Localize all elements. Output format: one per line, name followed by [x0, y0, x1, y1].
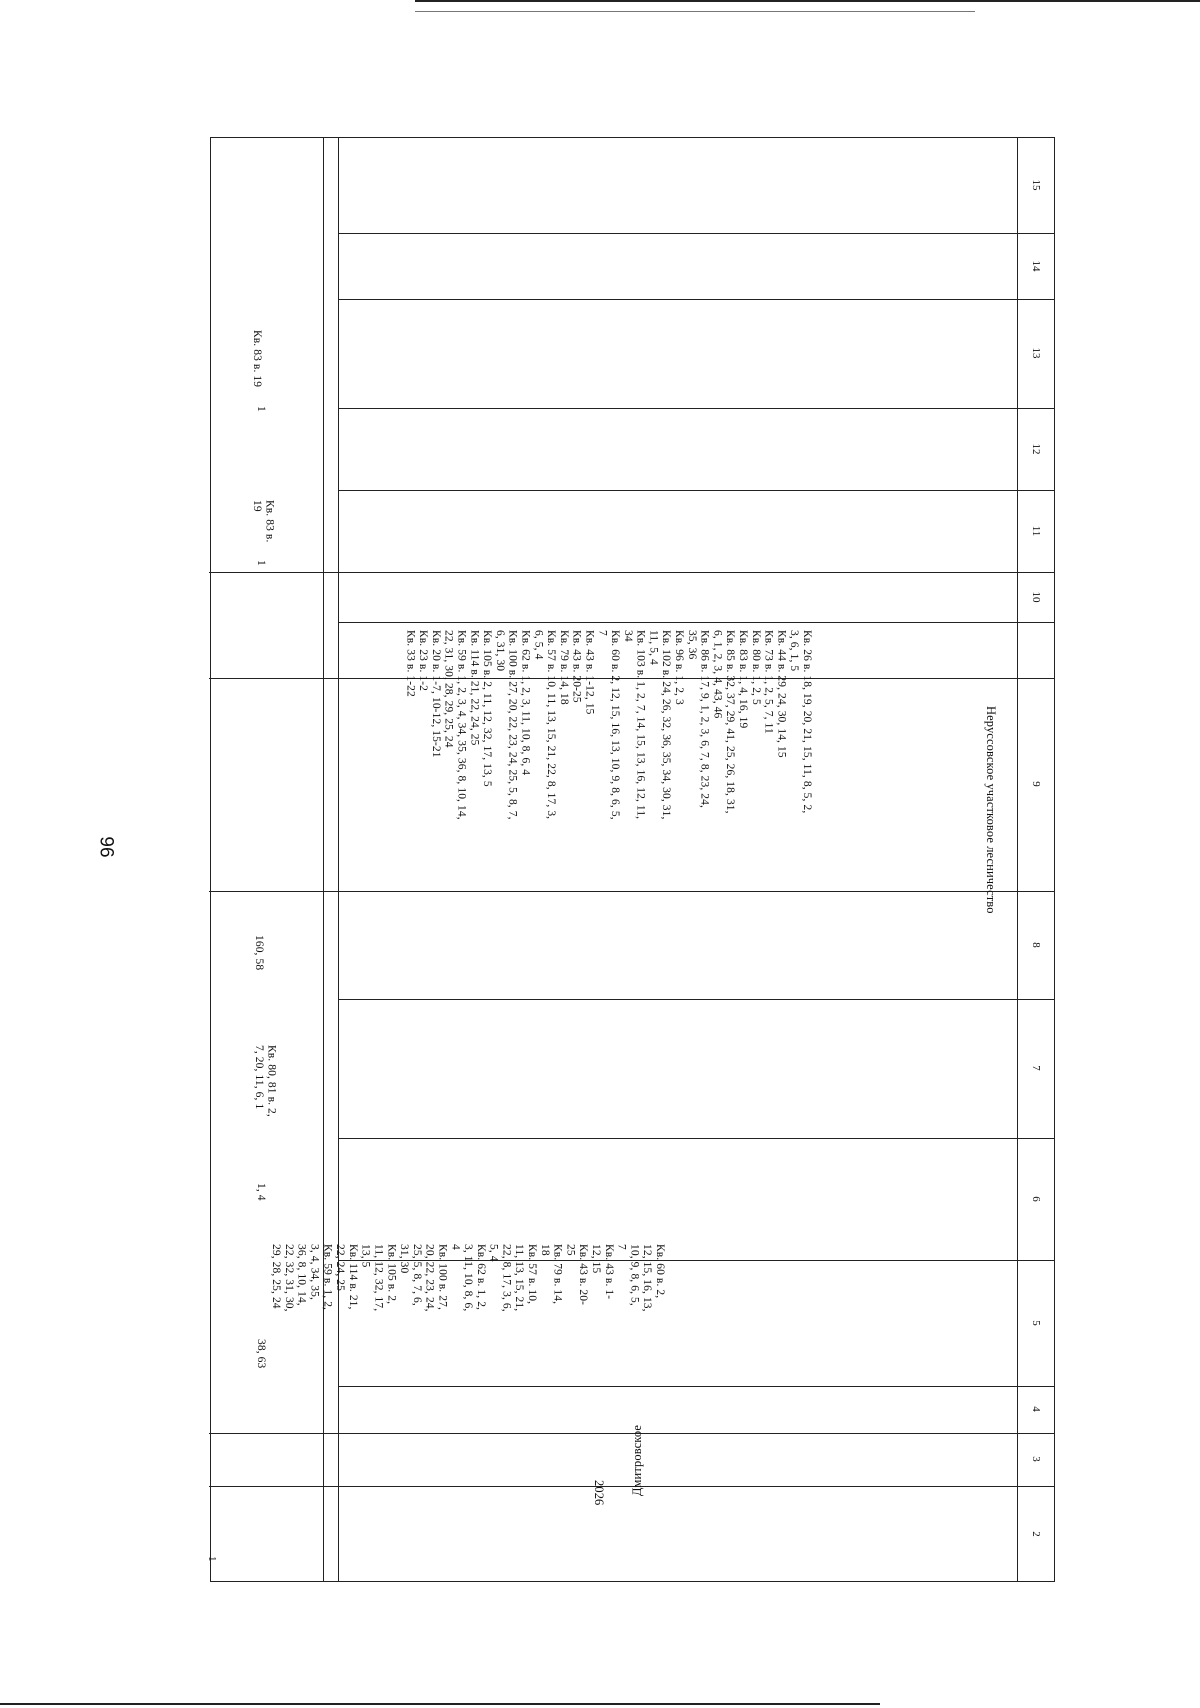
- cell-col4: 38, 63: [254, 1339, 267, 1369]
- col-sep-10: [339, 1138, 1054, 1139]
- scan-edge-top: [415, 0, 1200, 2]
- cell-col13: Кв. 83 в. 19: [250, 330, 263, 388]
- col-sep-12: [339, 1386, 1054, 1387]
- col-sep-8: [339, 891, 1054, 892]
- cell-col10: 1: [254, 560, 267, 566]
- cell-col11: Кв. 83 в. 19: [250, 500, 276, 543]
- footer-col-sep-e: [209, 891, 339, 892]
- header-col-3: 3: [1030, 1456, 1042, 1462]
- page-number: 96: [95, 836, 117, 858]
- cell-col7: Кв. 80, 81 в. 2, 7, 20, 11, 6, 1: [252, 1045, 278, 1117]
- col-sep-6: [339, 622, 1054, 623]
- header-col-7: 7: [1030, 1065, 1042, 1071]
- footer-col-sep-d: [209, 572, 339, 573]
- header-col-6: 6: [1030, 1196, 1042, 1202]
- header-col-4: 4: [1030, 1406, 1042, 1412]
- footer-forestry-label: Неруссовское участковое лесничество: [983, 706, 998, 914]
- header-col-1-label: 1: [205, 1556, 218, 1562]
- footer-row-separator-b: [323, 138, 324, 1581]
- col-sep-4: [339, 490, 1054, 491]
- header-col-8: 8: [1030, 942, 1042, 948]
- cell-col9: Кв. 26 в. 18, 19, 20, 21, 15, 11, 8, 5, 2, 3, 6, 1, 5 Кв. 44 в. 29, 24, 30, 14, 15 Кв. 73 в. 1, 2, 5, 7, 11 Кв. 80 в. 1, 2, 5 Кв. 83 в. 1, 4, 16, 19 Кв. 85 в. 32, 37, 29, 41, 25, 26, 18, 31, 6, 1, 2, 3, 4, 43, 46 Кв. 86 в. 17, 9, 1, 2, 3, 6, 7, 8, 23, 24, 35, 36 Кв. 96 в. 1, 2, 3 Кв. 102 в. 24, 26, 32, 36, 35, 34, 30, 31, 11, 5, 4 Кв. 103 в. 1, 2, 7, 14, 15, 13, 16, 12, 11, 34 Кв. 60 в. 2, 12, 15, 16, 13, 10, 9, 8, 6, 5, 7 Кв. 43 в. 1-12, 15 Кв. 43 в. 20-25 Кв. 79 в. 14, 18 Кв. 57 в. 10, 11, 13, 15, 21, 22, 8, 17, 3, 6, 5, 4 Кв. 62 в. 1, 2, 3, 11, 10, 8, 6, 4 Кв. 100 в. 27, 20, 22, 23, 24, 25, 5, 8, 7, 6, 31, 30 Кв. 105 в. 2, 11, 12, 32, 17, 13, 5 Кв. 114 в. 21, 22, 24, 25 Кв. 59 в. 1, 2, 3, 4, 34, 35, 36, 8, 10, 14, 22, 31, 30, 28, 29, 25, 24 Кв. 20 в. 1-7, 10-12, 15-21 Кв. 23 в. 1-2 Кв. 33 в. 1-22: [404, 630, 813, 820]
- scan-edge-bottom: [0, 1703, 880, 1705]
- footer-col-sep-b: [209, 1433, 339, 1434]
- cell-col5: Кв. 60 в. 2, 12, 15, 16, 13, 10, 9, 8, 6, 5, 7 Кв. 43 в. 1- 12, 15 Кв. 43 в. 20- 25 Кв. 79 в. 14, 18 Кв. 57 в. 10, 11, 13, 15, 21, 22, 8, 17, 3, 6, 5, 4 Кв. 62 в. 1, 2, 3, 11, 10, 8, 6, 4 Кв. 100 в. 27, 20, 22, 23, 24, 25, 5, 8, 7, 6, 31, 30 Кв. 105 в. 2, 11, 12, 32, 17, 13, 5 Кв. 114 в. 21, 22, 24, 25 Кв. 59 в. 1, 2, 3, 4, 34, 35, 36, 8, 10, 14, 22, 32, 31, 30, 29, 28, 25, 24: [270, 1244, 666, 1312]
- cell-district: Дмитровское: [630, 1425, 644, 1497]
- header-col-5: 5: [1030, 1320, 1042, 1326]
- col-sep-9: [339, 999, 1054, 1000]
- scan-edge-top-thin: [415, 11, 975, 12]
- col-sep-2: [339, 299, 1054, 300]
- cell-col6: 1, 4: [254, 1183, 267, 1201]
- header-row-separator: [1017, 138, 1018, 1581]
- table-border: [210, 137, 1055, 1582]
- cell-col12: 1: [254, 406, 267, 412]
- col-sep-13: [339, 1433, 1054, 1434]
- header-col-13: 13: [1030, 347, 1042, 359]
- header-col-11: 11: [1030, 525, 1042, 537]
- header-col-9: 9: [1030, 781, 1042, 787]
- header-col-12: 12: [1030, 443, 1042, 455]
- header-col-2: 2: [1030, 1531, 1042, 1537]
- col-sep-3: [339, 408, 1054, 409]
- col-sep-1: [339, 233, 1054, 234]
- cell-year: 2026: [591, 1480, 606, 1506]
- cell-col8: 160, 58: [252, 935, 265, 971]
- header-col-14: 14: [1030, 260, 1042, 272]
- col-sep-14: [339, 1486, 1054, 1487]
- forest-table: [210, 137, 1055, 1582]
- footer-col-sep-a: [209, 1486, 339, 1487]
- col-sep-5: [339, 572, 1054, 573]
- header-col-15: 15: [1030, 179, 1042, 191]
- footer-row-separator-a: [338, 138, 339, 1581]
- header-col-10: 10: [1030, 591, 1042, 603]
